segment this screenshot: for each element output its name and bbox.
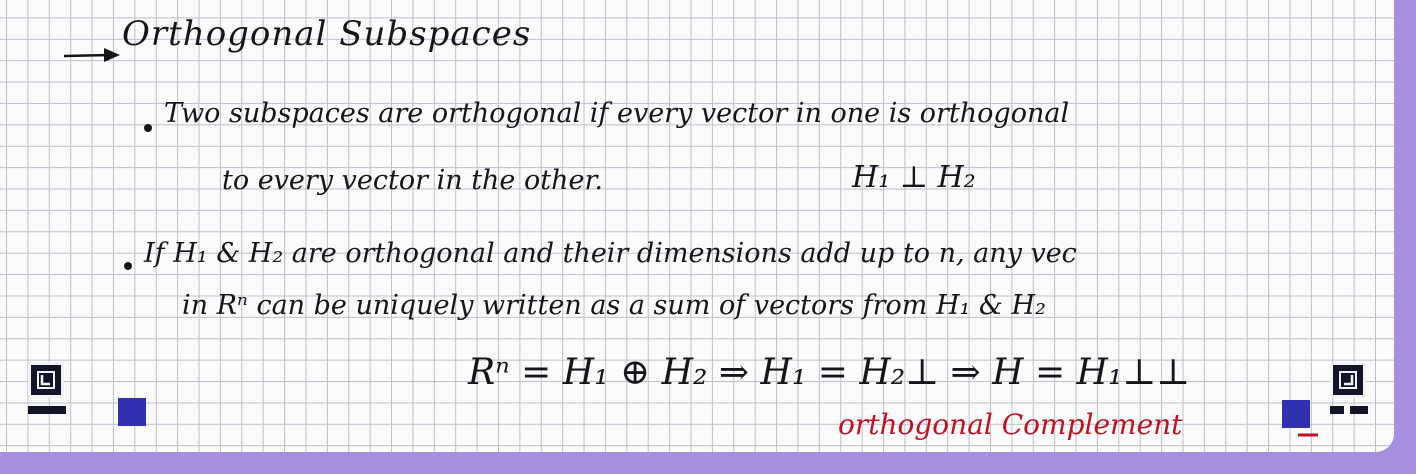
- right-arrow-icon: [62, 44, 122, 68]
- bullet-2-line-2: in Rⁿ can be uniquely written as a sum of vectors from H₁ & H₂: [182, 290, 1046, 321]
- right-accent-square[interactable]: [1282, 400, 1310, 428]
- left-control-bar: [28, 406, 66, 414]
- bullet-1-line-2: to every vector in the other.: [222, 165, 603, 196]
- annotation-underline: [1298, 430, 1320, 440]
- left-accent-square[interactable]: [118, 398, 146, 426]
- corner-l-icon: [36, 370, 56, 390]
- right-corner-control[interactable]: [1330, 362, 1366, 398]
- corner-j-icon: [1338, 370, 1358, 390]
- page-title: Orthogonal Subspaces: [122, 14, 532, 54]
- bullet-1-line-1: Two subspaces are orthogonal if every vector in one is orthogonal: [164, 98, 1070, 129]
- bullet-2-line-1: If H₁ & H₂ are orthogonal and their dimensions add up to n, any vec: [144, 238, 1077, 269]
- direct-sum-equation: Rⁿ = H₁ ⊕ H₂ ⇒ H₁ = H₂⊥ ⇒ H = H₁⊥⊥: [468, 352, 1191, 393]
- bullet-2-dot: [124, 262, 132, 270]
- right-control-bar-a: [1330, 406, 1344, 414]
- bullet-1-dot: [144, 124, 152, 132]
- left-corner-control[interactable]: [28, 362, 64, 398]
- orthogonal-relation: H₁ ⊥ H₂: [852, 160, 976, 195]
- right-control-bar-b: [1350, 406, 1368, 414]
- orthogonal-complement-annotation: orthogonal Complement: [838, 408, 1183, 441]
